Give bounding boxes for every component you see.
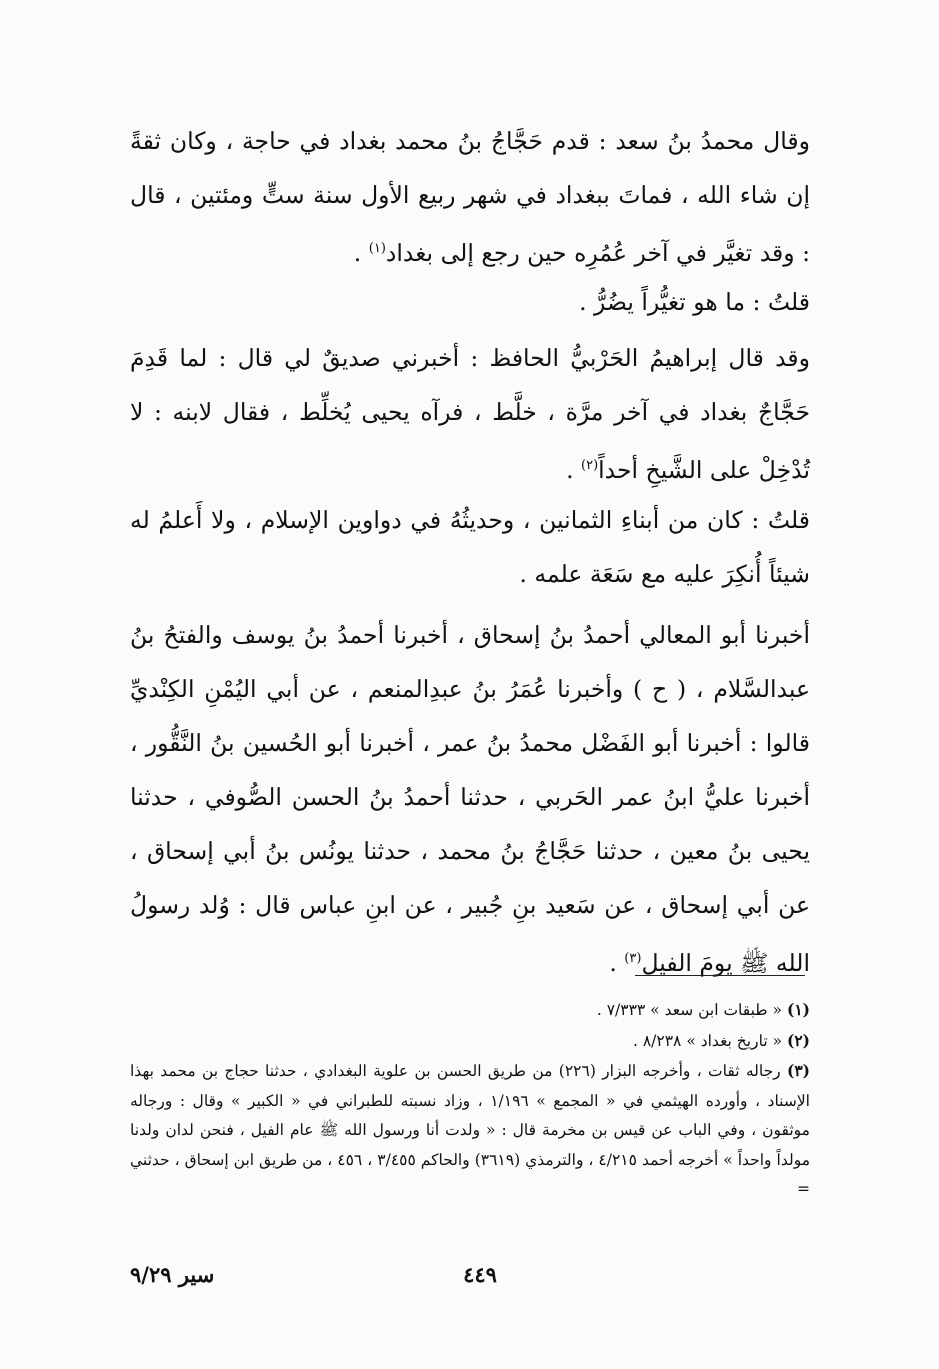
footnote-ref-1: (١) (368, 241, 386, 256)
footnote-1 (130, 995, 810, 1026)
footnote-separator (635, 975, 805, 976)
footnote-text: « تاريخ بغداد » ٨/٢٣٨ . (633, 1031, 783, 1050)
end-punct: . (609, 948, 625, 977)
footnote-number: (١) (786, 1000, 810, 1019)
footnote-text: رجاله ثقات ، وأخرجه البزار (٢٢٦) من طريق الحسن بن علوية البغدادي ، حدثنا حجاج بن محمد بهذا الإسناد ، وأورده الهيثمي في « المجمع » ١/١٩٦ ، وزاد نسبته للطبراني في « الكبير » وقال : ورجاله موثقون ، وفي الباب عن قيس بن مخرمة قال : « ولدت أنا ورسول الله ﷺ عام الفيل ، فنحن لدان ولدنا مولداً واحداً » أخرجه أحمد ٤/٢١٥ ، والترمذي (٣٦١٩) والحاكم ٣/٤٥٥ ، ٤٥٦ ، من طريق ابن إسحاق ، حدثني = (130, 1062, 810, 1198)
footnotes (130, 995, 810, 1205)
footnote-ref-2: (٢) (581, 458, 599, 473)
end-punct: . (566, 455, 582, 484)
paragraph-ibn-saad (130, 114, 810, 280)
footnote-3 (130, 1056, 810, 1205)
paragraph-harbi (130, 331, 810, 497)
paragraph-text: أخبرنا أبو المعالي أحمدُ بنُ إسحاق ، أخبرنا أحمدُ بنُ يوسف والفتحُ بنُ عبدالسَّلام ، ( ح ) وأخبرنا عُمَرُ بنُ عبدِالمنعم ، عن أبي اليُمْنِ الكِنْديِّ قالوا : أخبرنا أبو الفَضْل محمدُ بنُ عمر ، أخبرنا أبو الحُسين بنُ النَّقُّور ، أخبرنا عليُّ ابنُ عمر الحَربي ، حدثنا أحمدُ بنُ الحسن الصُّوفي ، حدثنا يحيى بنُ معين ، حدثنا حَجَّاجُ بنُ محمد ، حدثنا يونُس بنُ أبي إسحاق ، عن أبي إسحاق ، عن سَعيد بنِ جُبير ، عن ابنِ عباس قال : وُلد رسولُ الله ﷺ يومَ الفيل (130, 621, 810, 977)
paragraph-text: وقد قال إبراهيمُ الحَرْبيُّ الحافظ : أخبرني صديقٌ لي قال : لما قَدِمَ حَجَّاجٌ بغداد في آخر مرَّة ، خلَّط ، فرآه يحيى يُخلِّط ، فقال لابنه : لا تُدْخِلْ على الشَّيخِ أحداً (130, 344, 810, 484)
signature-mark: سير ٩/٢٩ (130, 1262, 215, 1287)
footnote-number: (٢) (786, 1030, 810, 1050)
paragraph-text: قلتُ : ما هو تغيُّراً يضُرُّ . (579, 288, 810, 316)
page-number: ٤٤٩ (463, 1262, 497, 1287)
paragraph-text: قلتُ : كان من أبناءِ الثمانين ، وحديثُهُ في دواوين الإسلام ، ولا أَعلمُ له شيئاً أُنكِرَ عليه مع سَعَة علمه . (130, 506, 810, 588)
paragraph-text: وقال محمدُ بنُ سعد : قدم حَجَّاجُ بنُ محمد بغداد في حاجة ، وكان ثقةً إن شاء الله ، فماتَ ببغداد في شهر ربيع الأول سنة ستٍّ ومئتين ، قال : وقد تغيَّر في آخر عُمُرِه حين رجع إلى بغداد (130, 127, 810, 267)
paragraph-isnad (130, 608, 810, 990)
footnote-number: (٣) (787, 1061, 811, 1080)
paragraph-comment-1 (130, 275, 810, 329)
footnote-text: « طبقات ابن سعد » ٧/٣٣٣ . (596, 1001, 783, 1019)
end-punct: . (353, 238, 369, 267)
paragraph-comment-2 (130, 493, 810, 601)
footnote-ref-3: (٣) (624, 951, 642, 966)
footnote-2 (130, 1026, 810, 1057)
